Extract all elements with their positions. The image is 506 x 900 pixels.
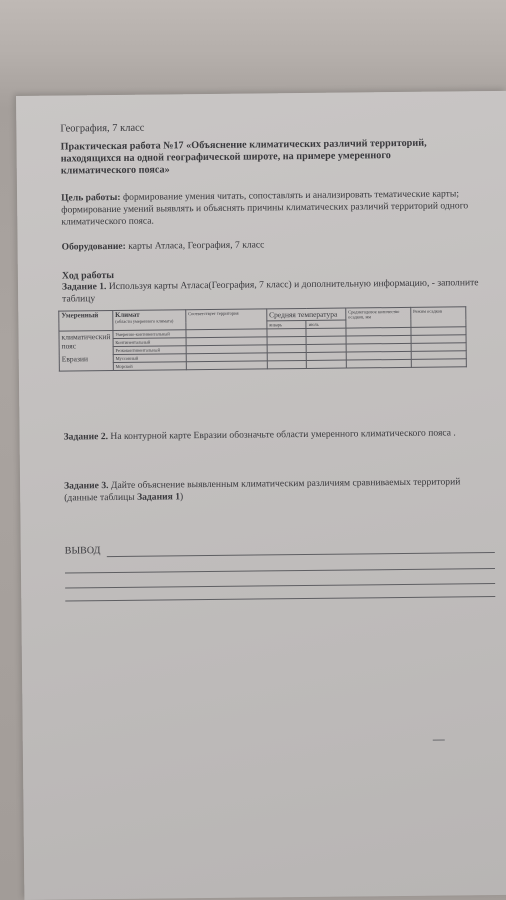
conclusion-label: ВЫВОД	[64, 545, 101, 557]
goal-label: Цель работы:	[61, 191, 121, 204]
table-row-climate: Морской	[113, 362, 186, 371]
header-zone: Умеренный	[59, 311, 113, 332]
answer-line	[65, 596, 495, 602]
equipment-label: Оборудование:	[61, 240, 126, 253]
zone-cell	[59, 330, 113, 371]
worksheet-page	[16, 91, 506, 900]
course-heading: Ход работы	[61, 269, 115, 282]
header-climate-sub: (области умеренного климата)	[115, 318, 174, 324]
climate-table	[58, 306, 466, 371]
table-cell	[186, 361, 267, 370]
table-cell	[411, 359, 466, 368]
header-climate	[113, 310, 186, 331]
subject-line: География, 7 класс	[60, 122, 145, 135]
answer-line	[107, 552, 495, 557]
header-jul: июль	[306, 320, 346, 328]
table-row-climate: Континентальный	[113, 338, 186, 347]
task2-label: Задание 2.	[63, 431, 109, 443]
region-label: Евразии	[61, 354, 89, 364]
task3-paragraph	[64, 476, 494, 505]
task3-label: Задание 3.	[64, 480, 109, 492]
task3-ref: Задания 1	[136, 491, 181, 503]
goal-text: формирование умения читать, сопоставлять и анализировать тематические карты; формирование умений выявлять и объяснять причины климатических различий территорий одного климатического пояса.	[61, 188, 469, 228]
answer-line	[65, 583, 495, 589]
table-row-climate: Резкоконтинентальный	[113, 346, 186, 355]
task1-paragraph	[62, 277, 492, 306]
task1-text: Используя карты Атласа(География, 7 класс) и дополнительную информацию, - заполните таблицу	[62, 277, 479, 305]
task1-label: Задание 1.	[61, 281, 107, 293]
task3-tail: )	[179, 491, 184, 503]
header-temp: Средняя температура	[267, 308, 346, 321]
header-climate-label: Климат	[115, 310, 140, 319]
header-regime: Режим осадков	[411, 307, 466, 328]
equipment-line	[62, 239, 265, 252]
page-title: Практическая работа №17 «Объяснение климатических различий территорий, находящихся на одной географической широте, на примере умеренного климатического пояса»	[60, 137, 427, 177]
task2-paragraph	[64, 427, 494, 444]
goal-paragraph	[61, 188, 481, 228]
task2-text: На контурной карте Евразии обозначьте области умеренного климатического пояса .	[107, 427, 456, 443]
header-jan: январь	[267, 320, 307, 328]
header-precip: Среднегодовое количество осадков, мм	[346, 307, 411, 328]
task3-text: Дайте объяснение выявленным климатическим различиям сравниваемых территорий (данные таблицы	[64, 476, 461, 504]
zone-side-label: климатический пояс	[61, 332, 111, 351]
page-mark	[433, 740, 445, 741]
table-row-climate: Муссонный	[113, 354, 186, 363]
equipment-text: карты Атласа, География, 7 класс	[125, 239, 265, 252]
table-row-climate: Умеренно-континентальный	[113, 330, 186, 339]
table-cell	[307, 360, 347, 368]
table-cell	[267, 360, 307, 368]
table-cell	[346, 359, 411, 368]
answer-line	[65, 568, 495, 574]
header-territory: Соответствует территория	[186, 309, 267, 330]
